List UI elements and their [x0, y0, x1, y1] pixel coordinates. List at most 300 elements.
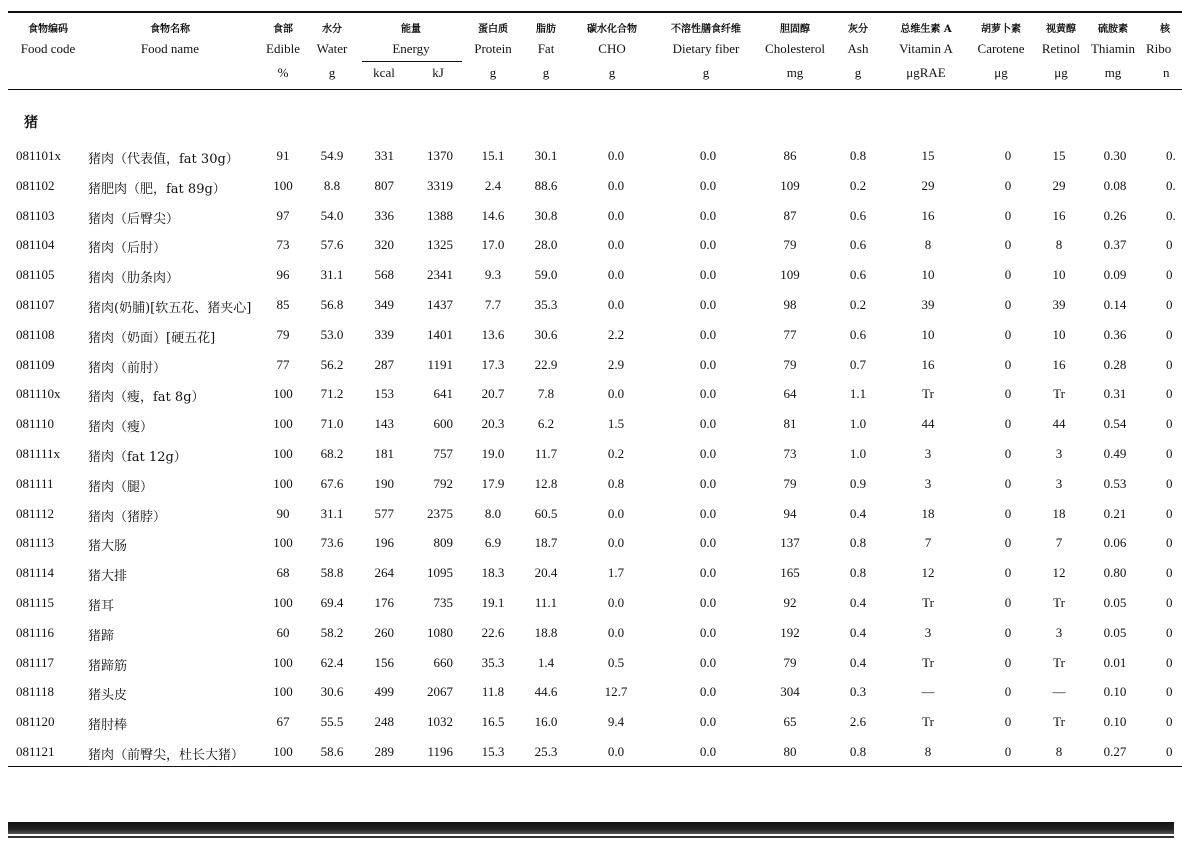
- cho-cell: 0.8: [607, 475, 625, 491]
- kj-cell: 1191: [427, 356, 453, 372]
- header-en-vitamin-a: Vitamin A: [899, 41, 953, 56]
- food-name-cell: 猪蹄: [88, 628, 115, 644]
- header-en-protein: Protein: [474, 41, 512, 56]
- food-name-cell: 猪肉(奶脯)[软五花、猪夹心]: [88, 301, 252, 316]
- riboflavin-cell: 0: [1166, 624, 1173, 640]
- header-zh-energy: 能量: [401, 24, 421, 35]
- edible-cell: 85: [276, 297, 290, 312]
- kj-cell: 3319: [427, 177, 453, 193]
- kj-cell: 1370: [427, 148, 453, 163]
- water-cell: 67.6: [320, 475, 344, 491]
- food-code-cell: 081108: [16, 326, 55, 342]
- kj-cell: 1032: [427, 714, 453, 730]
- water-cell: 53.0: [320, 326, 344, 342]
- table-row: [0, 535, 1182, 555]
- ash-cell: 0.8: [849, 744, 867, 759]
- vitamin-a-cell: 16: [921, 356, 935, 372]
- cholesterol-cell: 77: [783, 326, 797, 342]
- carotene-cell: 0: [1004, 595, 1012, 610]
- protein-cell: 22.6: [481, 624, 505, 640]
- kcal-cell: 143: [374, 416, 394, 432]
- ash-cell: 0.6: [849, 207, 867, 223]
- food-code-cell: 081102: [16, 177, 55, 193]
- riboflavin-cell: 0: [1166, 356, 1173, 372]
- thiamin-cell: 0.10: [1103, 714, 1127, 730]
- fat-cell: 12.8: [534, 475, 558, 491]
- fiber-cell: 0.0: [699, 744, 717, 759]
- food-code-cell: 081121: [16, 744, 55, 759]
- fat-cell: 7.8: [537, 386, 555, 402]
- food-name-cell: 猪肉（fat 12g）: [88, 450, 187, 465]
- fat-cell: 30.1: [534, 148, 558, 163]
- kcal-cell: 264: [374, 565, 394, 581]
- fiber-cell: 0.0: [699, 446, 717, 461]
- retinol-cell: 7: [1055, 535, 1063, 551]
- water-cell: 71.2: [320, 386, 344, 402]
- water-cell: 73.6: [320, 535, 344, 551]
- ash-cell: 0.4: [849, 654, 867, 670]
- water-cell: 58.6: [320, 744, 344, 759]
- food-name-cell: 猪肉（前臀尖，杜长大猪）: [88, 748, 245, 763]
- vitamin-a-cell: Tr: [922, 654, 934, 670]
- header-zh-edible: 食部: [273, 24, 293, 35]
- kcal-cell: 807: [374, 177, 394, 193]
- thiamin-cell: 0.37: [1103, 237, 1127, 253]
- protein-cell: 19.1: [481, 595, 505, 610]
- header-en-retinol: Retinol: [1041, 41, 1081, 56]
- vitamin-a-cell: 12: [921, 565, 935, 581]
- vitamin-a-cell: 7: [924, 535, 932, 551]
- ash-cell: 2.6: [849, 714, 867, 730]
- water-cell: 68.2: [320, 446, 344, 461]
- ash-cell: 0.4: [849, 624, 867, 640]
- cholesterol-cell: 64: [783, 386, 797, 402]
- ash-cell: 0.8: [849, 535, 867, 551]
- cho-cell: 0.0: [607, 297, 625, 312]
- cholesterol-cell: 79: [783, 654, 797, 670]
- table-row: [0, 506, 1182, 526]
- kcal-cell: 153: [374, 386, 394, 402]
- ash-cell: 0.4: [849, 595, 867, 610]
- thiamin-cell: 0.10: [1103, 684, 1127, 700]
- carotene-cell: 0: [1004, 624, 1012, 640]
- fiber-cell: 0.0: [699, 475, 717, 491]
- carotene-cell: 0: [1004, 654, 1012, 670]
- fiber-cell: 0.0: [699, 356, 717, 372]
- unit-water: g: [328, 65, 336, 80]
- retinol-cell: 39: [1052, 297, 1066, 312]
- riboflavin-cell: 0: [1166, 505, 1173, 521]
- edible-cell: 67: [276, 714, 290, 730]
- fiber-cell: 0.0: [699, 684, 717, 700]
- food-code-cell: 081107: [16, 297, 55, 312]
- fiber-cell: 0.0: [699, 505, 717, 521]
- riboflavin-cell: 0.: [1166, 148, 1176, 163]
- unit-fiber: g: [702, 65, 710, 80]
- ash-cell: 0.4: [849, 505, 867, 521]
- unit-carotene: μg: [994, 65, 1008, 80]
- riboflavin-cell: 0: [1166, 654, 1173, 670]
- riboflavin-cell: 0: [1166, 535, 1173, 551]
- kj-cell: 1325: [427, 237, 453, 253]
- fiber-cell: 0.0: [699, 267, 717, 283]
- cholesterol-cell: 81: [783, 416, 797, 432]
- page-edge-line: [8, 836, 1174, 838]
- retinol-cell: 12: [1052, 565, 1066, 581]
- vitamin-a-cell: Tr: [922, 595, 934, 610]
- riboflavin-cell: 0: [1166, 475, 1173, 491]
- carotene-cell: 0: [1004, 148, 1012, 163]
- cho-cell: 0.0: [607, 505, 625, 521]
- table-row: [0, 297, 1182, 317]
- vitamin-a-cell: 39: [921, 297, 935, 312]
- kcal-cell: 156: [374, 654, 394, 670]
- cholesterol-cell: 86: [783, 148, 797, 163]
- fat-cell: 16.0: [534, 714, 558, 730]
- protein-cell: 14.6: [481, 207, 505, 223]
- kcal-cell: 577: [374, 505, 394, 521]
- fiber-cell: 0.0: [699, 624, 717, 640]
- ash-cell: 1.0: [849, 416, 867, 432]
- table-row: [0, 148, 1182, 168]
- protein-cell: 7.7: [484, 297, 502, 312]
- cho-cell: 0.0: [607, 267, 625, 283]
- edible-cell: 100: [273, 416, 293, 432]
- protein-cell: 17.3: [481, 356, 505, 372]
- carotene-cell: 0: [1004, 386, 1012, 402]
- riboflavin-cell: 0: [1166, 446, 1173, 461]
- header-zh-riboflavin: 核: [1160, 24, 1170, 35]
- retinol-cell: Tr: [1053, 714, 1065, 730]
- unit-cholesterol: mg: [786, 65, 804, 80]
- edible-cell: 96: [276, 267, 290, 283]
- cho-cell: 2.9: [607, 356, 625, 372]
- cholesterol-cell: 79: [783, 475, 797, 491]
- retinol-cell: 16: [1052, 356, 1066, 372]
- kj-cell: 1437: [427, 297, 453, 312]
- thiamin-cell: 0.28: [1103, 356, 1127, 372]
- fat-cell: 44.6: [534, 684, 558, 700]
- header-zh-water: 水分: [322, 24, 342, 35]
- fat-cell: 18.7: [534, 535, 558, 551]
- carotene-cell: 0: [1004, 207, 1012, 223]
- vitamin-a-cell: 44: [921, 416, 935, 432]
- cholesterol-cell: 137: [780, 535, 800, 551]
- cholesterol-cell: 65: [783, 714, 797, 730]
- energy-group-rule: [362, 61, 462, 62]
- water-cell: 30.6: [320, 684, 344, 700]
- water-cell: 62.4: [320, 654, 344, 670]
- protein-cell: 20.3: [481, 416, 505, 432]
- carotene-cell: 0: [1004, 684, 1012, 700]
- ash-cell: 0.2: [849, 297, 867, 312]
- kcal-cell: 260: [374, 624, 394, 640]
- carotene-cell: 0: [1004, 416, 1012, 432]
- riboflavin-cell: 0: [1166, 744, 1173, 759]
- fat-cell: 60.5: [534, 505, 558, 521]
- food-code-cell: 081117: [16, 654, 55, 670]
- food-code-cell: 081116: [16, 624, 55, 640]
- fiber-cell: 0.0: [699, 416, 717, 432]
- edible-cell: 100: [273, 446, 293, 461]
- unit-riboflavin: n: [1163, 65, 1170, 80]
- food-name-cell: 猪肉（后臀尖）: [88, 211, 180, 227]
- vitamin-a-cell: Tr: [922, 714, 934, 730]
- riboflavin-cell: 0: [1166, 267, 1173, 283]
- fat-cell: 59.0: [534, 267, 558, 283]
- vitamin-a-cell: 15: [921, 148, 935, 163]
- fat-cell: 6.2: [537, 416, 555, 432]
- edible-cell: 100: [273, 744, 293, 759]
- carotene-cell: 0: [1004, 177, 1012, 193]
- table-row: [0, 386, 1182, 406]
- fiber-cell: 0.0: [699, 237, 717, 253]
- riboflavin-cell: 0: [1166, 386, 1173, 402]
- protein-cell: 15.3: [481, 744, 505, 759]
- retinol-cell: 10: [1052, 267, 1066, 283]
- water-cell: 57.6: [320, 237, 344, 253]
- ash-cell: 0.9: [849, 475, 867, 491]
- edible-cell: 60: [276, 624, 290, 640]
- cholesterol-cell: 109: [780, 177, 800, 193]
- carotene-cell: 0: [1004, 237, 1012, 253]
- thiamin-cell: 0.21: [1103, 505, 1127, 521]
- fiber-cell: 0.0: [699, 177, 717, 193]
- kcal-cell: 248: [374, 714, 394, 730]
- retinol-cell: Tr: [1053, 595, 1065, 610]
- fat-cell: 30.6: [534, 326, 558, 342]
- water-cell: 69.4: [320, 595, 344, 610]
- header-rule: [8, 89, 1182, 90]
- header-en-ash: Ash: [847, 41, 869, 56]
- thiamin-cell: 0.80: [1103, 565, 1127, 581]
- riboflavin-cell: 0: [1166, 714, 1173, 730]
- fat-cell: 25.3: [534, 744, 558, 759]
- food-code-cell: 081120: [16, 714, 55, 730]
- header-en-edible: Edible: [266, 41, 300, 56]
- header-zh-thiamin: 硫胺素: [1098, 24, 1128, 35]
- thiamin-cell: 0.27: [1103, 744, 1127, 759]
- table-row: [0, 327, 1182, 347]
- edible-cell: 77: [276, 356, 290, 372]
- vitamin-a-cell: 16: [921, 207, 935, 223]
- edible-cell: 100: [273, 595, 293, 610]
- protein-cell: 8.0: [484, 505, 502, 521]
- thiamin-cell: 0.53: [1103, 475, 1127, 491]
- table-row: [0, 565, 1182, 585]
- thiamin-cell: 0.26: [1103, 207, 1127, 223]
- fiber-cell: 0.0: [699, 148, 717, 163]
- food-code-cell: 081115: [16, 595, 55, 610]
- thiamin-cell: 0.14: [1103, 297, 1127, 312]
- cho-cell: 9.4: [607, 714, 625, 730]
- thiamin-cell: 0.30: [1103, 148, 1127, 163]
- fiber-cell: 0.0: [699, 565, 717, 581]
- cho-cell: 0.0: [607, 624, 625, 640]
- vitamin-a-cell: 18: [921, 505, 935, 521]
- food-code-cell: 081118: [16, 684, 55, 700]
- cholesterol-cell: 73: [783, 446, 797, 461]
- kj-cell: 641: [433, 386, 453, 402]
- kcal-cell: 320: [374, 237, 394, 253]
- retinol-cell: —: [1052, 684, 1066, 700]
- water-cell: 56.8: [320, 297, 344, 312]
- edible-cell: 100: [273, 684, 293, 700]
- fiber-cell: 0.0: [699, 535, 717, 551]
- kcal-cell: 196: [374, 535, 394, 551]
- retinol-cell: Tr: [1053, 386, 1065, 402]
- ash-cell: 1.1: [849, 386, 867, 402]
- table-row: [0, 267, 1182, 287]
- water-cell: 55.5: [320, 714, 344, 730]
- edible-cell: 100: [273, 475, 293, 491]
- table-row: [0, 476, 1182, 496]
- thiamin-cell: 0.36: [1103, 326, 1127, 342]
- cho-cell: 0.0: [607, 148, 625, 163]
- header-en-thiamin: Thiamin: [1090, 41, 1136, 56]
- edible-cell: 90: [276, 505, 290, 521]
- thiamin-cell: 0.01: [1103, 654, 1127, 670]
- table-row: [0, 208, 1182, 228]
- header-en-food-code: Food code: [20, 41, 76, 56]
- kcal-cell: 336: [374, 207, 394, 223]
- header-en-cho: CHO: [598, 41, 626, 56]
- edible-cell: 100: [273, 386, 293, 402]
- carotene-cell: 0: [1004, 326, 1012, 342]
- food-name-cell: 猪肉（前肘）: [88, 360, 167, 376]
- kcal-cell: 339: [374, 326, 394, 342]
- kcal-cell: 176: [374, 595, 394, 610]
- protein-cell: 17.0: [481, 237, 505, 253]
- riboflavin-cell: 0.: [1166, 207, 1176, 223]
- header-zh-fiber: 不溶性膳食纤维: [671, 24, 741, 35]
- table-row: [0, 416, 1182, 436]
- kj-cell: 1401: [427, 326, 453, 342]
- ash-cell: 0.6: [849, 237, 867, 253]
- table-row: [0, 595, 1182, 615]
- kj-cell: 660: [433, 654, 453, 670]
- retinol-cell: 8: [1055, 744, 1063, 759]
- fat-cell: 88.6: [534, 177, 558, 193]
- table-row: [0, 714, 1182, 734]
- thiamin-cell: 0.06: [1103, 535, 1127, 551]
- protein-cell: 19.0: [481, 446, 505, 461]
- fiber-cell: 0.0: [699, 326, 717, 342]
- riboflavin-cell: 0: [1166, 297, 1173, 312]
- carotene-cell: 0: [1004, 744, 1012, 759]
- cholesterol-cell: 79: [783, 356, 797, 372]
- header-zh-cholesterol: 胆固醇: [780, 24, 810, 35]
- kcal-cell: 349: [374, 297, 394, 312]
- cholesterol-cell: 109: [780, 267, 800, 283]
- table-row: [0, 625, 1182, 645]
- food-code-cell: 081110x: [16, 386, 61, 402]
- cholesterol-cell: 98: [783, 297, 797, 312]
- food-code-cell: 081113: [16, 535, 55, 551]
- unit-protein: g: [489, 65, 497, 80]
- unit-kj: kJ: [432, 65, 444, 80]
- ash-cell: 0.2: [849, 177, 867, 193]
- header-zh-protein: 蛋白质: [478, 24, 508, 35]
- kj-cell: 2341: [427, 267, 453, 283]
- protein-cell: 18.3: [481, 565, 505, 581]
- vitamin-a-cell: —: [921, 684, 935, 700]
- unit-kcal: kcal: [373, 65, 395, 80]
- page-edge-bar: [8, 822, 1174, 834]
- fiber-cell: 0.0: [699, 386, 717, 402]
- ash-cell: 0.6: [849, 326, 867, 342]
- water-cell: 58.8: [320, 565, 344, 581]
- kj-cell: 809: [433, 535, 453, 551]
- carotene-cell: 0: [1004, 565, 1012, 581]
- riboflavin-cell: 0: [1166, 595, 1173, 610]
- retinol-cell: 10: [1052, 326, 1066, 342]
- retinol-cell: 3: [1055, 446, 1063, 461]
- riboflavin-cell: 0: [1166, 684, 1173, 700]
- header-zh-cho: 碳水化合物: [587, 24, 637, 35]
- kj-cell: 1080: [427, 624, 453, 640]
- protein-cell: 20.7: [481, 386, 505, 402]
- cho-cell: 0.0: [607, 535, 625, 551]
- fiber-cell: 0.0: [699, 297, 717, 312]
- retinol-cell: 3: [1055, 624, 1063, 640]
- kj-cell: 757: [433, 446, 453, 461]
- header-en-water: Water: [316, 41, 348, 56]
- edible-cell: 73: [276, 237, 290, 253]
- protein-cell: 35.3: [481, 654, 505, 670]
- vitamin-a-cell: 10: [921, 326, 935, 342]
- header-en-cholesterol: Cholesterol: [765, 41, 825, 56]
- protein-cell: 2.4: [484, 177, 502, 193]
- water-cell: 31.1: [320, 505, 344, 521]
- table-row: [0, 237, 1182, 257]
- protein-cell: 13.6: [481, 326, 505, 342]
- section-title: 猪: [24, 115, 38, 131]
- table-bottom-rule: [8, 766, 1182, 767]
- kcal-cell: 499: [374, 684, 394, 700]
- unit-vitamin-a: μgRAE: [906, 65, 946, 80]
- ash-cell: 0.8: [849, 565, 867, 581]
- carotene-cell: 0: [1004, 505, 1012, 521]
- cho-cell: 12.7: [604, 684, 628, 700]
- header-zh-ash: 灰分: [848, 24, 868, 35]
- fat-cell: 20.4: [534, 565, 558, 581]
- food-name-cell: 猪肉（瘦，fat 8g）: [88, 390, 205, 406]
- fat-cell: 28.0: [534, 237, 558, 253]
- top-rule: [8, 11, 1182, 13]
- food-code-cell: 081105: [16, 267, 55, 283]
- fat-cell: 11.7: [534, 446, 558, 461]
- edible-cell: 100: [273, 535, 293, 551]
- protein-cell: 17.9: [481, 475, 505, 491]
- kcal-cell: 568: [374, 267, 394, 283]
- food-name-cell: 猪肥肉（肥，fat 89g）: [88, 181, 226, 197]
- protein-cell: 16.5: [481, 714, 505, 730]
- kcal-cell: 181: [374, 446, 394, 461]
- cho-cell: 2.2: [607, 326, 625, 342]
- thiamin-cell: 0.31: [1103, 386, 1127, 402]
- fiber-cell: 0.0: [699, 654, 717, 670]
- retinol-cell: 44: [1052, 416, 1066, 432]
- food-code-cell: 081109: [16, 356, 55, 372]
- table-row: [0, 684, 1182, 704]
- kcal-cell: 190: [374, 475, 394, 491]
- water-cell: 31.1: [320, 267, 344, 283]
- food-name-cell: 猪蹄筋: [88, 658, 128, 674]
- header-en-carotene: Carotene: [977, 41, 1025, 56]
- cholesterol-cell: 92: [783, 595, 797, 610]
- unit-ash: g: [854, 65, 862, 80]
